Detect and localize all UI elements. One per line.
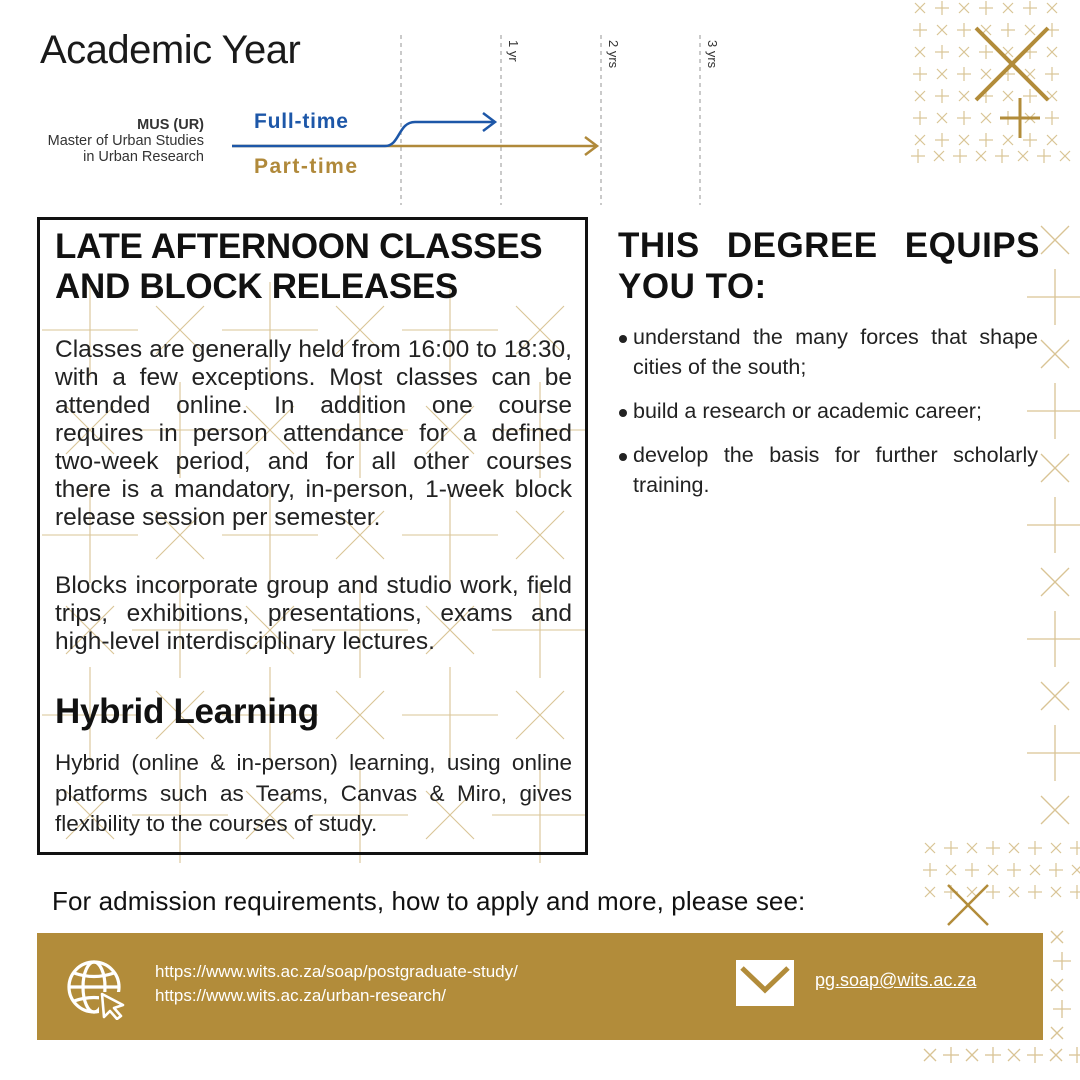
classes-heading: LATE AFTERNOON CLASSES AND BLOCK RELEASES [55, 227, 543, 306]
email-link[interactable]: pg.soap@wits.ac.za [815, 970, 977, 990]
program-info [48, 117, 204, 165]
decorative-plus [1007, 863, 1021, 877]
decorative-cross [925, 843, 935, 853]
decorative-plus [923, 863, 937, 877]
decorative-plus [1027, 611, 1080, 667]
decorative-plus [1027, 725, 1080, 781]
full-time-label: Full-time [254, 110, 349, 133]
degree-outcomes-list [618, 322, 1038, 514]
decorative-cross [1051, 931, 1063, 943]
decorative-plus [1053, 1000, 1071, 1018]
decorative-cross [924, 1049, 936, 1061]
admission-prompt: For admission requirements, how to apply and more, please see: [52, 886, 806, 916]
part-time-label: Part-time [254, 155, 359, 178]
decorative-cross [1041, 568, 1069, 596]
hybrid-learning-text: Hybrid (online & in-person) learning, using online platforms such as Teams, Canvas & Miro, gives flexibility to the courses of study. [55, 750, 572, 836]
program-code: MUS (UR) [137, 117, 204, 133]
postgraduate-study-link[interactable]: https://www.wits.ac.za/soap/postgraduate-study/ [155, 962, 518, 981]
decorative-plus [1028, 841, 1042, 855]
list-item: develop the basis for further scholarly training. [618, 440, 1038, 500]
envelope-icon [736, 960, 794, 1006]
decorative-cross [988, 865, 998, 875]
decorative-plus [986, 885, 1000, 899]
tick-label-1yr: 1 yr [506, 40, 521, 62]
decorative-plus [1070, 841, 1080, 855]
decorative-plus [943, 1047, 959, 1063]
decorative-cross [967, 887, 977, 897]
decorative-plus [1069, 1047, 1080, 1063]
website-links [155, 960, 518, 1008]
decorative-cross [1051, 979, 1063, 991]
decorative-cross [1050, 1049, 1062, 1061]
decorative-plus [944, 841, 958, 855]
decorative-plus [1028, 885, 1042, 899]
decorative-plus [1070, 885, 1080, 899]
decorative-cross [1041, 682, 1069, 710]
classes-paragraph-1: Classes are generally held from 16:00 to 18:30, with a few exceptions. Most classes can be attended online. In addition one course requires in person attendance for a defined two-week period, and for all other courses there is a mandatory, in-person, 1-week block release session per semester. [55, 336, 572, 531]
urban-research-link[interactable]: https://www.wits.ac.za/urban-research/ [155, 986, 447, 1005]
decorative-cross [946, 865, 956, 875]
tick-label-3yrs: 3 yrs [705, 40, 720, 69]
decorative-cross [925, 887, 935, 897]
decorative-plus [986, 841, 1000, 855]
decorative-cross [948, 885, 988, 925]
tick-label-2yrs: 2 yrs [606, 40, 621, 69]
decorative-plus [1053, 952, 1071, 970]
classes-paragraph-2: Blocks incorporate group and studio work, field trips, exhibitions, presentations, exams and high-level interdisciplinary lectures. [55, 572, 572, 655]
decorative-plus [1027, 1047, 1043, 1063]
decorative-plus [965, 863, 979, 877]
decorative-cross [1008, 1049, 1020, 1061]
globe-cursor-icon [65, 958, 127, 1020]
decorative-cross [967, 843, 977, 853]
decorative-cross [1072, 865, 1080, 875]
decorative-cross [1041, 226, 1069, 254]
decorative-plus [1049, 863, 1063, 877]
decorative-cross [966, 1049, 978, 1061]
hybrid-learning-heading: Hybrid Learning [55, 692, 319, 731]
page-title: Academic Year [40, 28, 301, 72]
decorative-cross [1041, 796, 1069, 824]
decorative-cross [1009, 843, 1019, 853]
program-name-line2: in Urban Research [83, 149, 204, 165]
decorative-cross [1041, 340, 1069, 368]
degree-equips-heading: THIS DEGREE EQUIPS YOU TO: [618, 226, 1040, 306]
decorative-cross [1009, 887, 1019, 897]
list-item: build a research or academic career; [618, 396, 1038, 426]
decorative-cross [1051, 843, 1061, 853]
program-name-line1: Master of Urban Studies [47, 133, 204, 149]
decorative-cross [1030, 865, 1040, 875]
decorative-cross [1051, 887, 1061, 897]
list-item: understand the many forces that shape cities of the south; [618, 322, 1038, 382]
decorative-cross [1051, 1027, 1063, 1039]
decorative-plus [985, 1047, 1001, 1063]
decorative-cross [1041, 454, 1069, 482]
